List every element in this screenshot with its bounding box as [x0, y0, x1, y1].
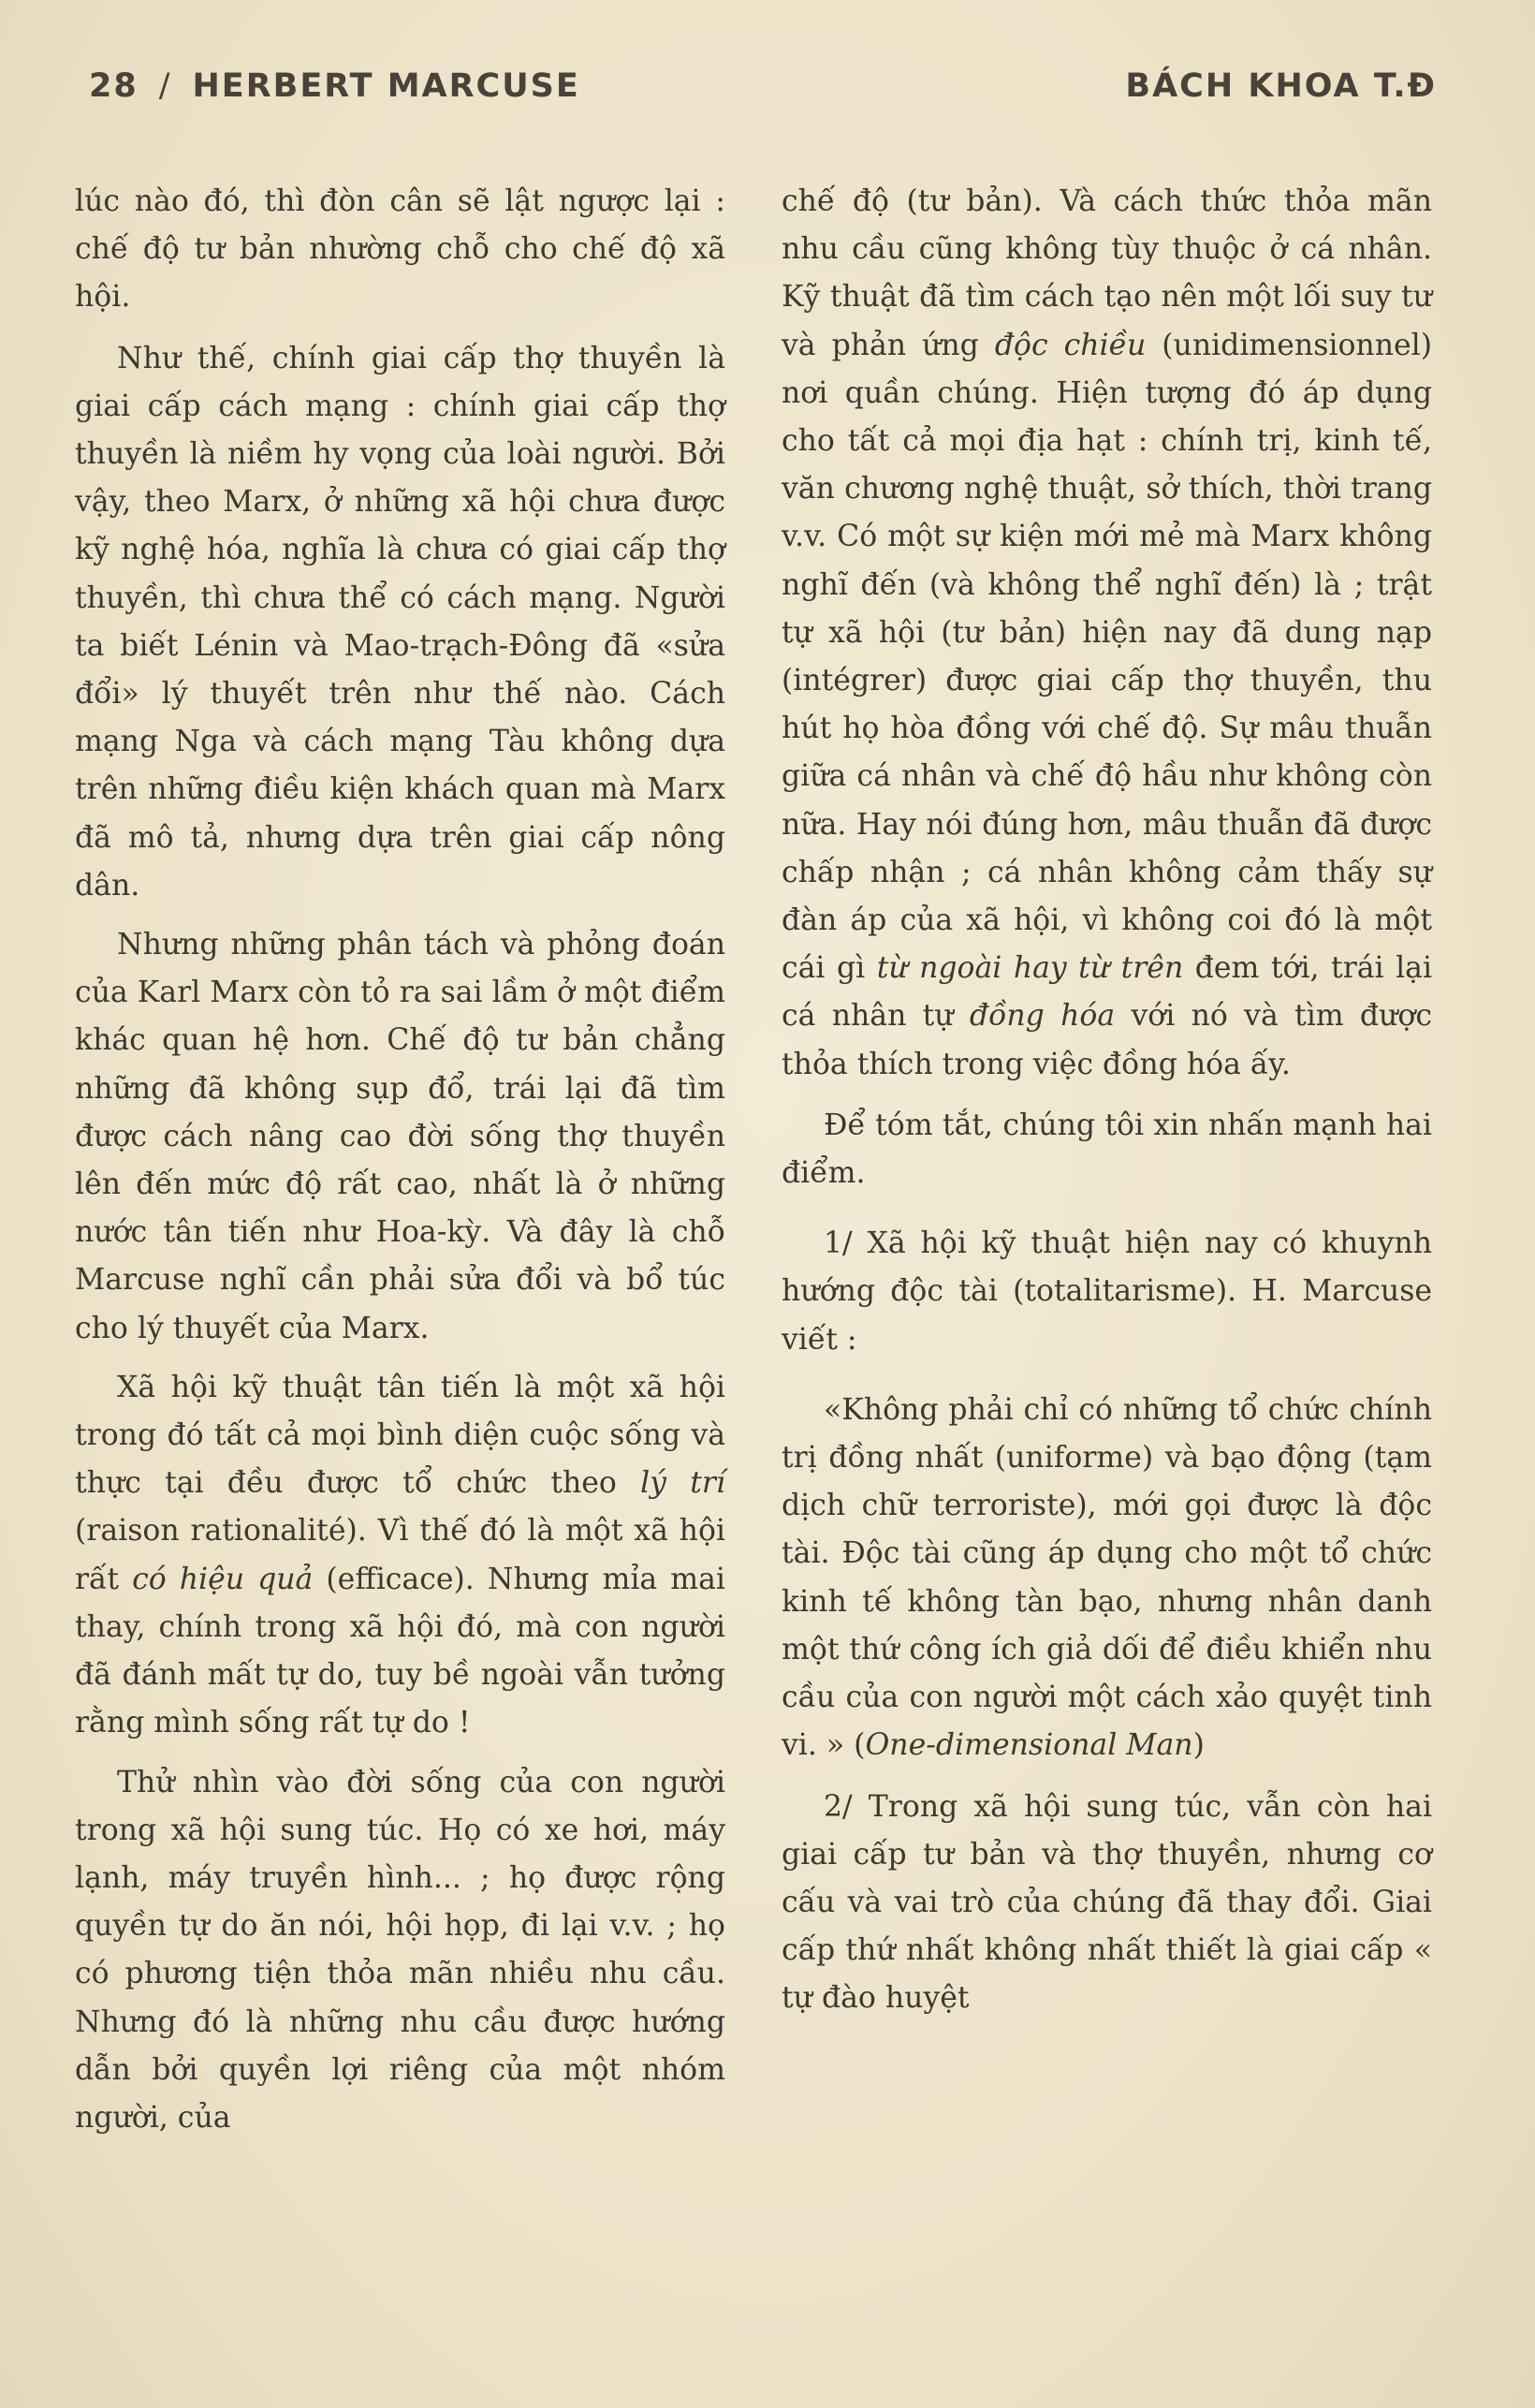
left-column	[75, 178, 725, 2153]
paragraph: Để tóm tắt, chúng tôi xin nhấn mạnh hai điểm.	[782, 1108, 1432, 1191]
header-left	[89, 67, 580, 105]
paragraph: 2/ Trong xã hội sung túc, vẫn còn hai giai cấp tư bản và thợ thuyền, nhưng cơ cấu và vai trò của chúng đã thay đổi. Giai cấp thứ nhất không nhất thiết là giai cấp « tự đào huyệt	[782, 1789, 1432, 2016]
italic-term: đồng hóa	[969, 999, 1116, 1034]
paragraph	[75, 1364, 725, 1748]
text-run: với nó và tìm được thỏa thích trong việc đồng hóa ấy.	[782, 999, 1432, 1081]
italic-term: lý trí	[640, 1466, 725, 1501]
paragraph: Nhưng những phân tách và phỏng đoán của Karl Marx còn tỏ ra sai lầm ở một điểm khác quan hệ hơn. Chế độ tư bản chẳng những đã không sụp đổ, trái lại đã tìm được cách nâng cao đời sống thợ thuyền lên đến mức độ rất cao, nhất là ở những nước tân tiến như Hoa-kỳ. Và đây là chỗ Marcuse nghĩ cần phải sửa đổi và bổ túc cho lý thuyết của Marx.	[75, 928, 725, 1345]
italic-term: từ ngoài hay từ trên	[876, 951, 1184, 986]
text-run: (unidimensionnel) nơi quần chúng. Hiện tượng đó áp dụng cho tất cả mọi địa hạt : chính trị, kinh tế, văn chương nghệ thuật, sở thích, thời trang v.v. Có một sự kiện mới mẻ mà Marx không nghĩ đến (và không thể nghĩ đến) là ; trật tự xã hội (tư bản) hiện nay đã dung nạp (intégrer) được giai cấp thợ thuyền, thu hút họ hòa đồng với chế độ. Sự mâu thuẫn giữa cá nhân và chế độ hầu như không còn nữa. Hay nói đúng hơn, mâu thuẫn đã được chấp nhận ; cá nhân không cảm thấy sự đàn áp của xã hội, vì không coi đó là một cái gì	[782, 328, 1432, 986]
paragraph: Như thế, chính giai cấp thợ thuyền là giai cấp cách mạng : chính giai cấp thợ thuyền là niềm hy vọng của loài người. Bởi vậy, theo Marx, ở những xã hội chưa được kỹ nghệ hóa, nghĩa là chưa có giai cấp thợ thuyền, thì chưa thể có cách mạng. Người ta biết Lénin và Mao-trạch-Đông đã «sửa đổi» lý thuyết trên như thế nào. Cách mạng Nga và cách mạng Tàu không dựa trên những điều kiện khách quan mà Marx đã mô tả, nhưng dựa trên giai cấp nông dân.	[75, 341, 725, 903]
italic-term: có hiệu quả	[132, 1562, 314, 1596]
header-journal: BÁCH KHOA T.Đ	[1125, 67, 1437, 105]
text-run: đem tới, trái lại cá nhân tự	[782, 951, 1433, 1034]
quotation	[782, 1387, 1432, 1770]
running-header	[89, 67, 1437, 114]
text-run: )	[1192, 1728, 1205, 1763]
paragraph	[782, 178, 1432, 1089]
text-run: chế độ (tư bản). Và cách thức thỏa mãn nhu cầu cũng không tùy thuộc ở cá nhân. Kỹ thuật đã tìm cách tạo nên một lối suy tư và phản ứng	[782, 184, 1432, 362]
text-run: (efficace). Nhưng mỉa mai thay, chính trong xã hội đó, mà con người đã đánh mất tự do, tuy bề ngoài vẫn tưởng rằng mình sống rất tự do !	[75, 1562, 725, 1740]
text-run: Xã hội kỹ thuật tân tiến là một xã hội trong đó tất cả mọi bình diện cuộc sống và thực tại đều được tổ chức theo	[75, 1370, 725, 1501]
paragraph: 1/ Xã hội kỹ thuật hiện nay có khuynh hướng độc tài (totalitarisme). H. Marcuse viết :	[782, 1226, 1432, 1357]
italic-term: độc chiều	[994, 328, 1147, 362]
page-number: 28	[89, 67, 139, 105]
text-run: «Không phải chỉ có những tổ chức chính trị đồng nhất (uniforme) và bạo động (tạm dịch chữ terroriste), mới gọi được là độc tài. Độc tài cũng áp dụng cho một tổ chức kinh tế không tàn bạo, nhưng nhân danh một thứ công ích giả dối để điều khiển nhu cầu của con người một cách xảo quyệt tinh vi. » (	[782, 1392, 1432, 1763]
paragraph: lúc nào đó, thì đòn cân sẽ lật ngược lại : chế độ tư bản nhường chỗ cho chế độ xã hội.	[75, 184, 725, 315]
paragraph: Thử nhìn vào đời sống của con người trong xã hội sung túc. Họ có xe hơi, máy lạnh, máy truyền hình... ; họ được rộng quyền tự do ăn nói, hội họp, đi lại v.v. ; họ có phương tiện thỏa mãn nhiều nhu cầu. Nhưng đó là những nhu cầu được hướng dẫn bởi quyền lợi riêng của một nhóm người, của	[75, 1765, 725, 2135]
text-run: (raison rationalité). Vì thế đó là một xã hội rất	[75, 1514, 725, 1596]
book-title: One-dimensional Man	[865, 1728, 1193, 1763]
header-author: HERBERT MARCUSE	[192, 67, 580, 105]
right-column	[782, 178, 1432, 2034]
header-separator: /	[158, 67, 172, 105]
